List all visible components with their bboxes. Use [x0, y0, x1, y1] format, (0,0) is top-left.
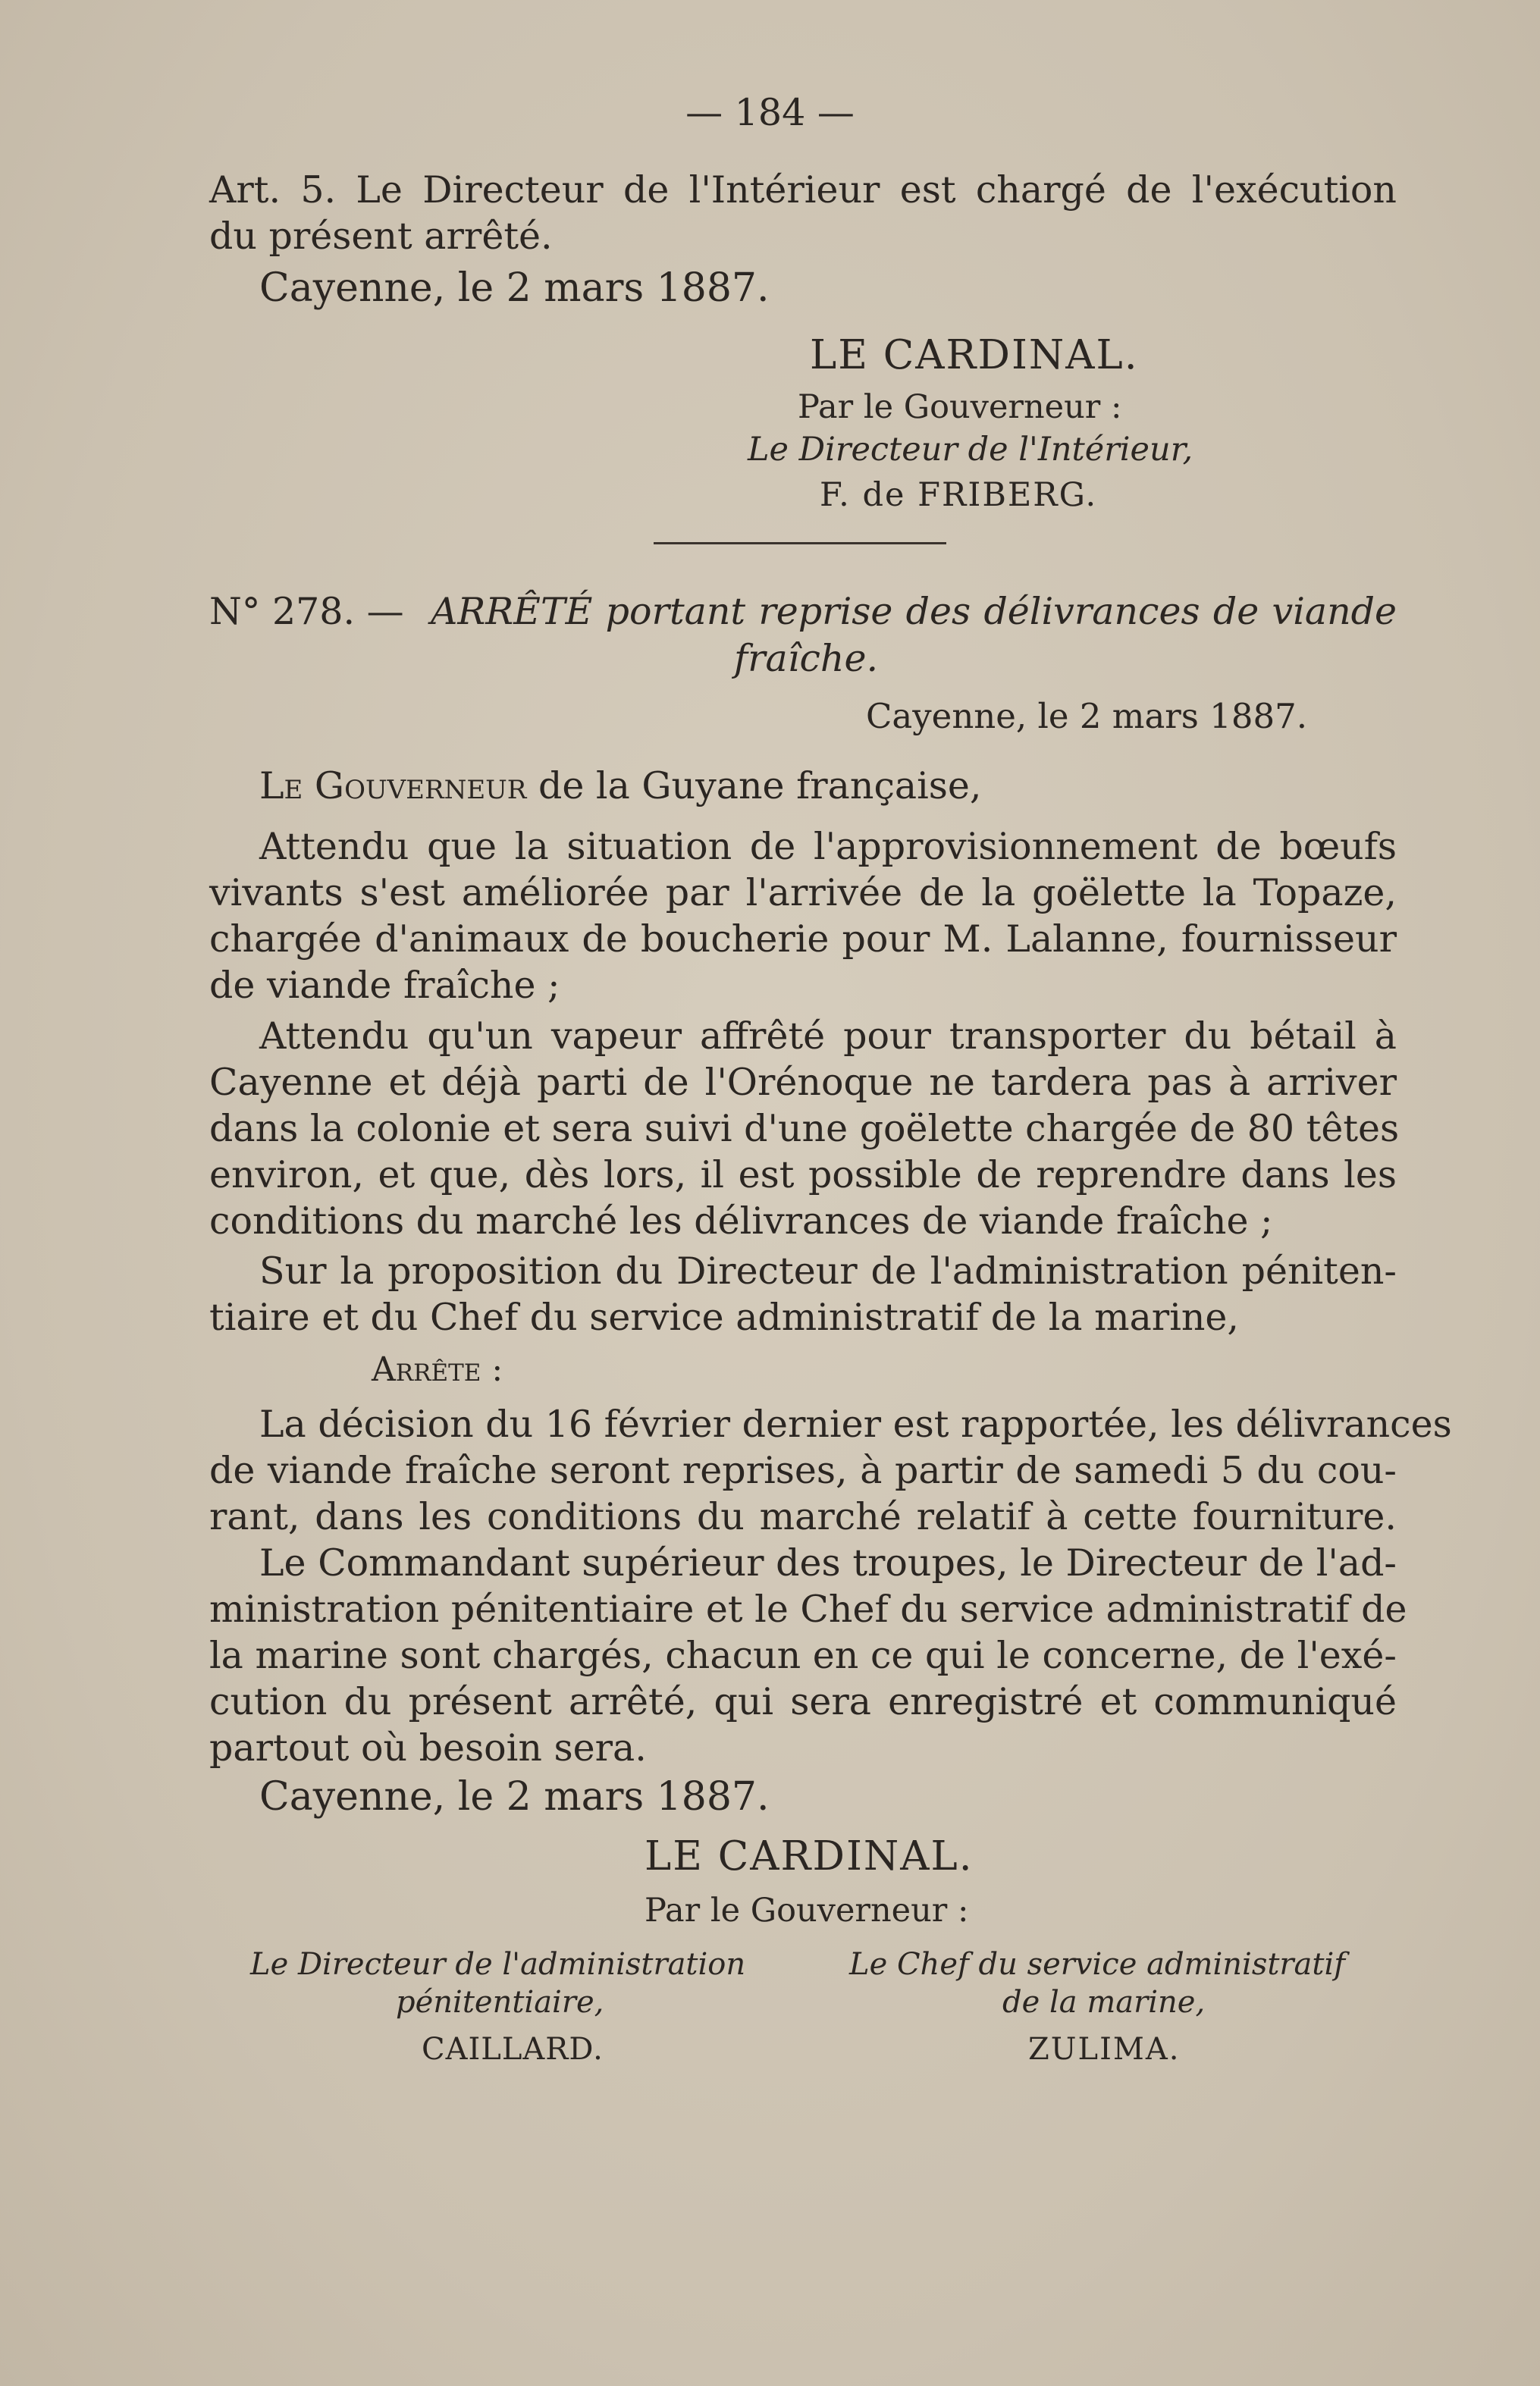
signer-left-title-1: Le Directeur de l'administration — [250, 1947, 746, 1982]
p3-line-2: tiaire et du Chef du service administratif de la marine, — [209, 1296, 1240, 1339]
signature-name-2: LE CARDINAL. — [645, 1833, 974, 1880]
signature-title: Le Directeur de l'Intérieur, — [748, 431, 1193, 469]
signature-par: Par le Gouverneur : — [798, 388, 1122, 426]
arrete-title-1: ARRÊTÉ portant reprise des délivrances de viande — [431, 590, 1397, 633]
p2-line-3: dans la colonie et sera suivi d'une goëlette chargée de 80 têtes — [209, 1107, 1400, 1150]
signer-right-name: ZULIMA. — [1028, 2032, 1181, 2067]
signature-name: LE CARDINAL. — [810, 332, 1139, 378]
p1-line-1: Attendu que la situation de l'approvisionnement de bœufs — [259, 825, 1397, 868]
p4-line-3: rant, dans les conditions du marché relatif à cette fourniture. — [209, 1495, 1397, 1538]
page-number: — 184 — — [685, 91, 855, 134]
p2-line-2: Cayenne et déjà parti de l'Orénoque ne tardera pas à arriver — [209, 1061, 1397, 1104]
p5-line-1: Le Commandant supérieur des troupes, le Directeur de l'ad- — [259, 1541, 1397, 1585]
p5-line-2: ministration pénitentiaire et le Chef du service administratif de — [209, 1588, 1407, 1631]
p1-line-2: vivants s'est améliorée par l'arrivée de la goëlette la Topaze, — [209, 871, 1397, 914]
p5-line-4: cution du présent arrêté, qui sera enregistré et communiqué — [209, 1680, 1397, 1723]
signer-left-name: CAILLARD. — [422, 2032, 604, 2067]
art5-line-2: du présent arrêté. — [209, 215, 553, 258]
p4-line-2: de viande fraîche seront reprises, à partir de samedi 5 du cou- — [209, 1449, 1397, 1492]
signer-right-title-1: Le Chef du service administratif — [849, 1947, 1346, 1982]
signer-right-title-2: de la marine, — [1002, 1985, 1206, 2020]
art5-date: Cayenne, le 2 mars 1887. — [259, 265, 770, 311]
arrete-date-end: Cayenne, le 2 mars 1887. — [259, 1774, 770, 1820]
arrete-date: Cayenne, le 2 mars 1887. — [866, 696, 1308, 736]
intro-rest: de la Guyane française, — [538, 764, 982, 807]
p5-line-5: partout où besoin sera. — [209, 1726, 647, 1770]
p5-line-3: la marine sont chargés, chacun en ce qui le concerne, de l'exé- — [209, 1634, 1397, 1677]
intro-gouverneur: Le Gouverneur — [259, 764, 527, 807]
arrete-title-2: fraîche. — [734, 637, 879, 680]
signature-signer: F. de FRIBERG. — [820, 476, 1098, 514]
p3-line-1: Sur la proposition du Directeur de l'administration péniten- — [259, 1249, 1397, 1293]
p1-line-3: chargée d'animaux de boucherie pour M. Lalanne, fournisseur — [209, 917, 1397, 961]
p4-line-1: La décision du 16 février dernier est rapportée, les délivrances — [259, 1403, 1452, 1446]
p2-line-4: environ, et que, dès lors, il est possible de reprendre dans les — [209, 1153, 1397, 1196]
arrete-intro — [259, 763, 982, 809]
section-divider — [654, 542, 946, 544]
p1-line-4: de viande fraîche ; — [209, 964, 560, 1007]
signer-left-title-2: pénitentiaire, — [396, 1985, 604, 2020]
p2-line-5: conditions du marché les délivrances de viande fraîche ; — [209, 1199, 1273, 1243]
arrete-number: N° 278. — — [209, 590, 404, 633]
arrete-label: Arrête : — [372, 1350, 503, 1389]
art5-line-1: Art. 5. Le Directeur de l'Intérieur est chargé de l'exécution — [209, 168, 1397, 212]
signature-par-2: Par le Gouverneur : — [645, 1892, 969, 1930]
p2-line-1: Attendu qu'un vapeur affrêté pour transporter du bétail à — [259, 1014, 1397, 1058]
